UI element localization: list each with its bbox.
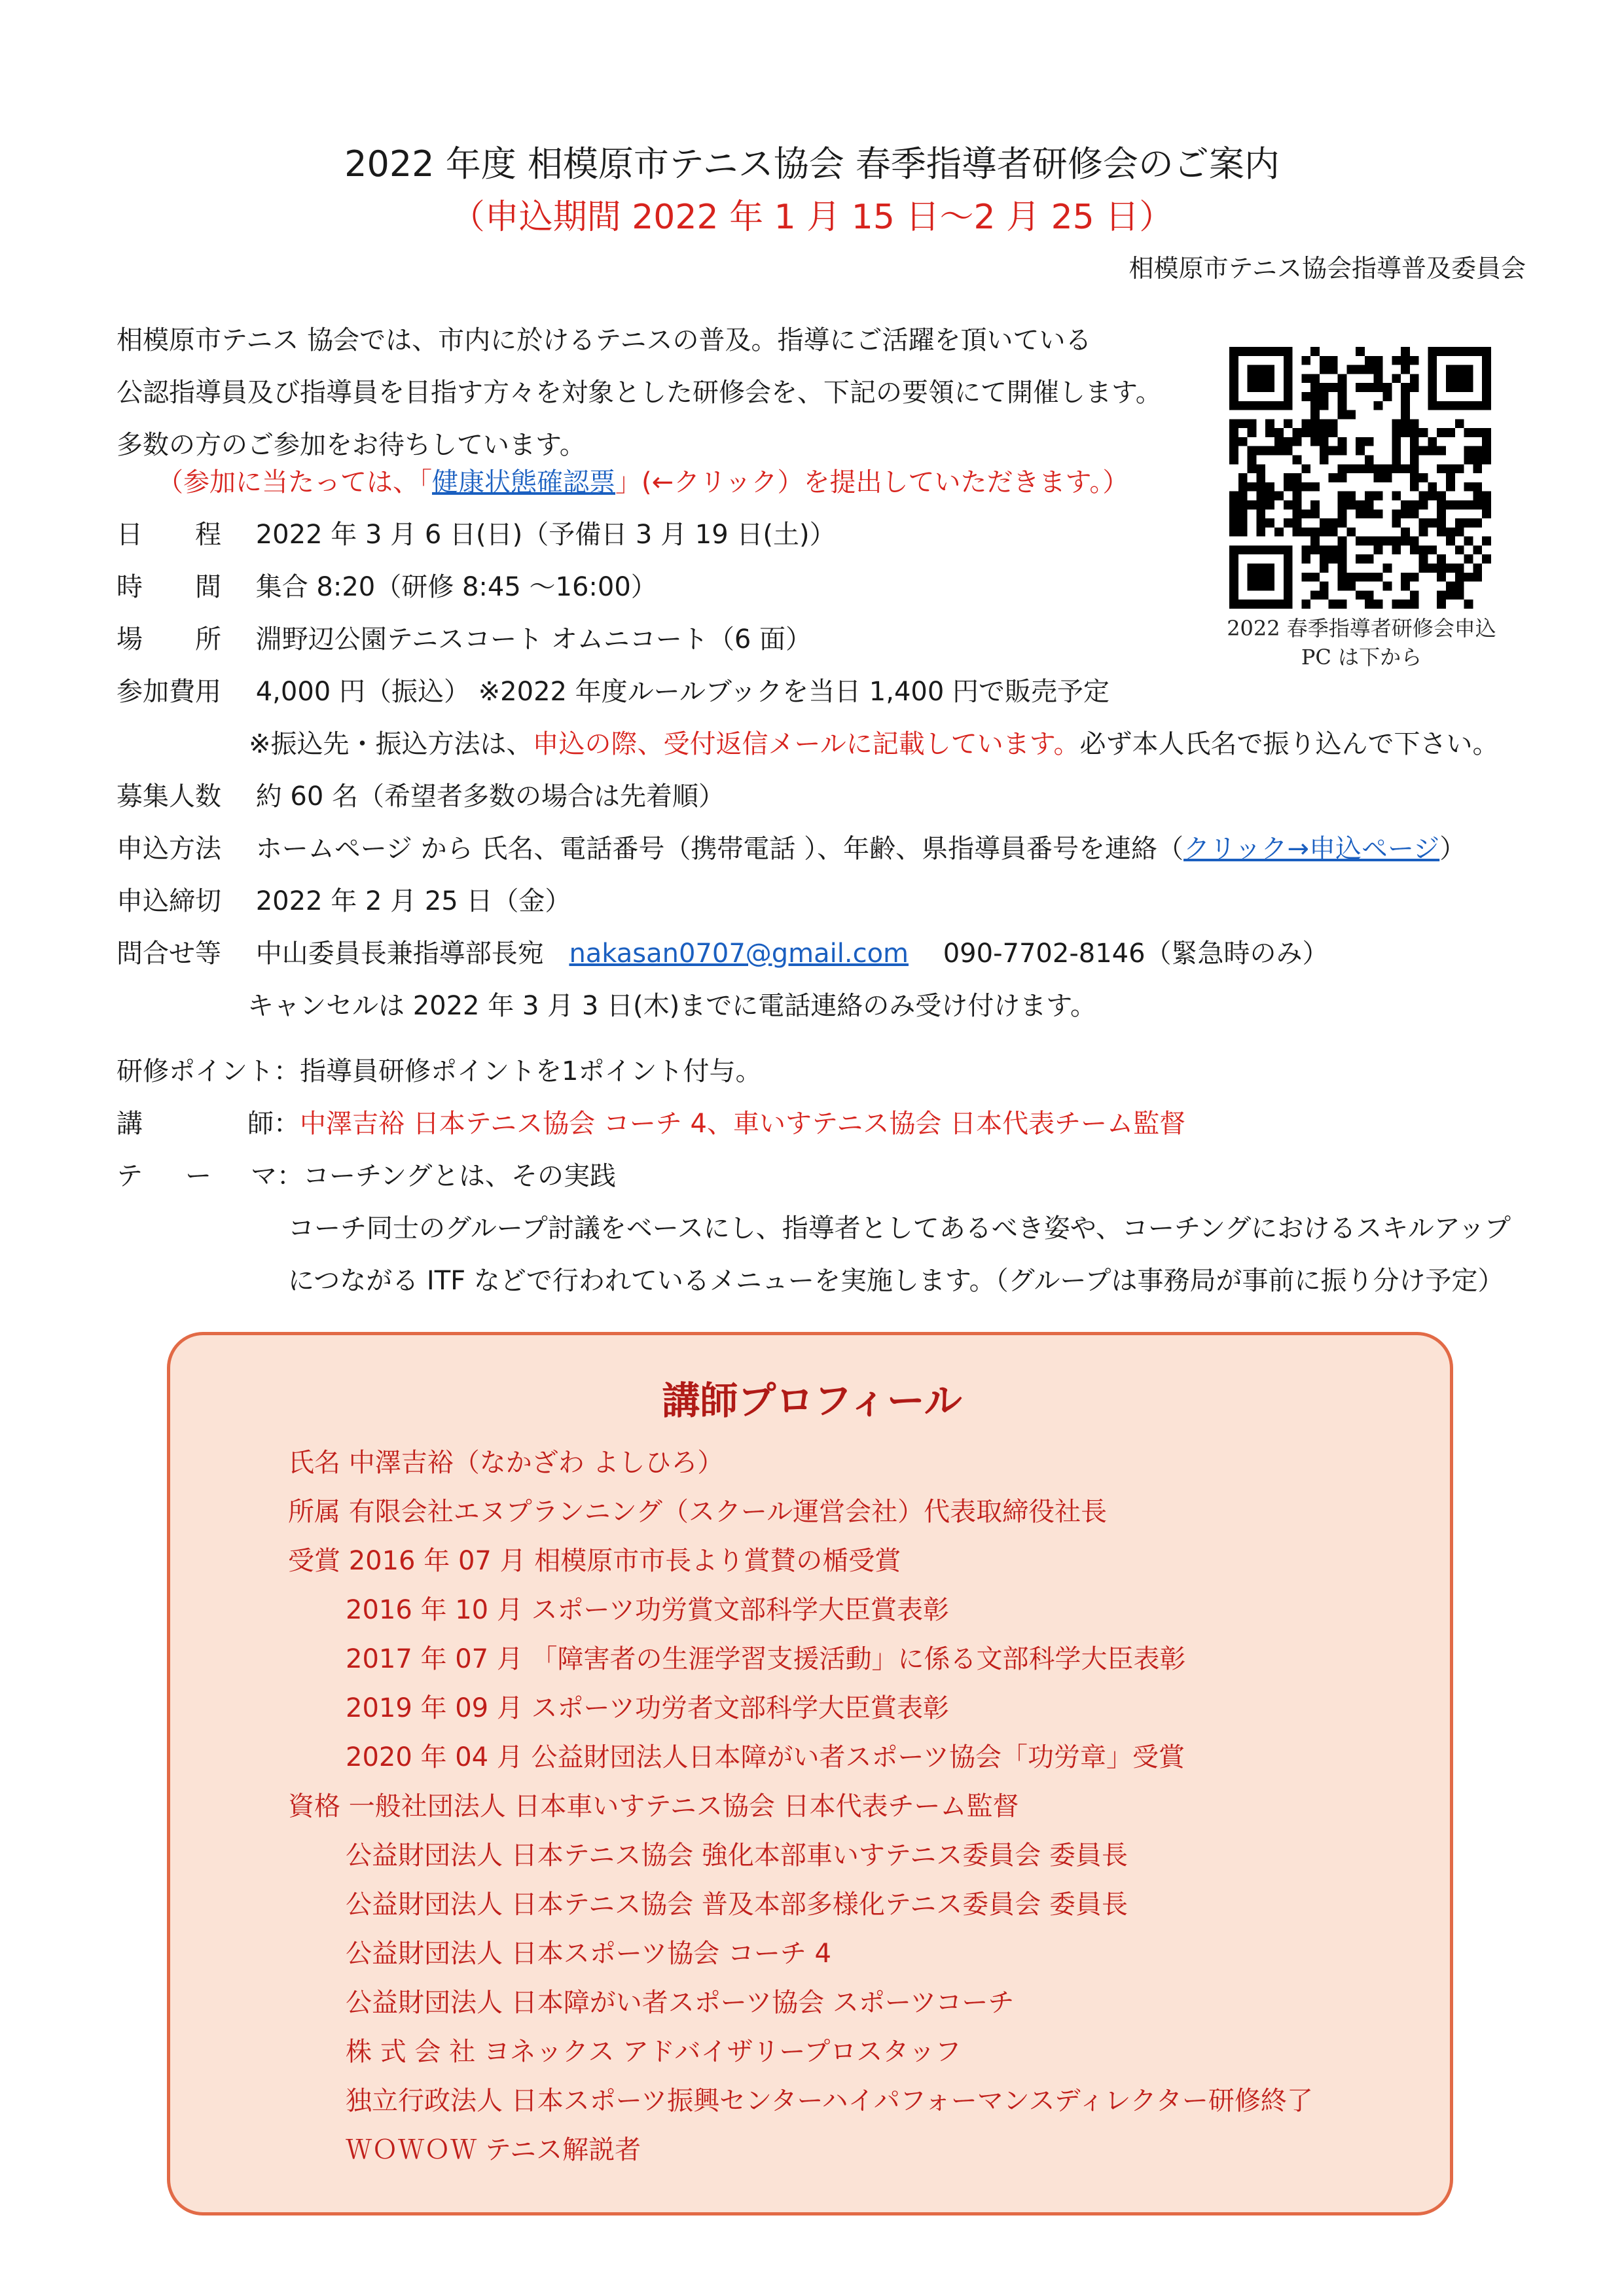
apply-row	[117, 833, 1466, 865]
deadline-row	[117, 885, 571, 918]
apply-suffix: ）	[1439, 834, 1466, 864]
qr-caption-line-1: 2022 春季指導者研修会申込	[1227, 616, 1496, 641]
lecturer-label-1: 講	[117, 1109, 143, 1139]
date-label-1: 日	[117, 520, 143, 550]
time-label-2: 間	[195, 572, 221, 602]
transfer-prefix: ※振込先・振込方法は、	[249, 729, 533, 759]
application-period: （申込期間 2022 年 1 月 15 日～2 月 25 日）	[450, 198, 1174, 237]
capacity-label: 募集人数	[117, 781, 221, 812]
place-value: 淵野辺公園テニスコート オムニコート（6 面）	[255, 624, 812, 655]
lecturer-label-2: 師：	[247, 1109, 300, 1139]
qualification-item: 公益財団法人 日本テニス協会 普及本部多様化テニス委員会 委員長	[346, 1890, 1128, 1920]
contact-email-link[interactable]: nakasan0707@gmail.com	[569, 939, 909, 969]
page-title: 2022 年度 相模原市テニス協会 春季指導者研修会のご案内	[344, 143, 1280, 185]
organizer: 相模原市テニス協会指導普及委員会	[1128, 254, 1526, 283]
qualification-item: 公益財団法人 日本障がい者スポーツ協会 スポーツコーチ	[346, 1988, 1015, 2018]
qualification-item: ＷＯＷＯＷ テニス解説者	[346, 2135, 641, 2165]
theme-value: コーチングとは、その実践	[303, 1161, 616, 1191]
place-label-1: 場	[117, 624, 143, 655]
fee-label: 参加費用	[117, 677, 221, 707]
deadline-value: 2022 年 2 月 25 日（金）	[255, 886, 571, 916]
contact-row	[117, 937, 1329, 970]
theme-label-1: テ	[117, 1161, 143, 1191]
lecturer-value: 中澤吉裕 日本テニス協会 コーチ 4、車いすテニス協会 日本代表チーム監督	[300, 1109, 1186, 1139]
profile-name: 氏名 中澤吉裕（なかざわ よしひろ）	[288, 1448, 724, 1478]
health-note	[157, 466, 1128, 499]
profile-affiliation: 所属 有限会社エヌプランニング（スクール運営会社）代表取締役社長	[288, 1497, 1108, 1527]
date-row	[117, 518, 836, 551]
apply-page-link[interactable]: クリック→申込ページ	[1183, 834, 1440, 864]
qualification-item: 株 式 会 社 ヨネックス アドバイザリープロスタッフ	[346, 2037, 962, 2067]
qualification-item: 公益財団法人 日本スポーツ協会 コーチ 4	[346, 1939, 831, 1969]
qr-caption	[1198, 614, 1525, 672]
time-value: 集合 8:20（研修 8:45 ～16:00）	[255, 572, 657, 602]
time-label-1: 時	[117, 572, 143, 602]
intro-line-2: 公認指導員及び指導員を目指す方々を対象とした研修会を、下記の要領にて開催します。	[117, 378, 1162, 408]
place-label-2: 所	[195, 624, 221, 655]
health-note-prefix: （参加に当たっては、「	[157, 467, 432, 497]
award-item: 2019 年 09 月 スポーツ功労者文部科学大臣賞表彰	[346, 1693, 949, 1723]
transfer-red: 申込の際、受付返信メールに記載しています。	[532, 729, 1080, 759]
fee-value: 4,000 円（振込） ※2022 年度ルールブックを当日 1,400 円で販売予定	[255, 677, 1110, 707]
lecturer-row	[117, 1107, 1185, 1140]
time-row	[117, 571, 657, 603]
award-item: 2020 年 04 月 公益財団法人日本障がい者スポーツ協会「功労章」受賞	[346, 1742, 1185, 1772]
training-points: 研修ポイント：指導員研修ポイントを1ポイント付与。	[117, 1056, 762, 1086]
contact-phone: 090-7702-8146（緊急時のみ）	[943, 939, 1329, 969]
qualification-item: 独立行政法人 日本スポーツ振興センターハイパフォーマンスディレクター研修終了	[346, 2086, 1313, 2116]
apply-label: 申込方法	[117, 834, 221, 864]
capacity-row	[117, 780, 725, 813]
theme-label-2: ー	[185, 1161, 211, 1191]
award-item: 2016 年 10 月 スポーツ功労賞文部科学大臣賞表彰	[346, 1595, 949, 1625]
place-row	[117, 623, 812, 656]
contact-label: 問合せ等	[117, 939, 221, 969]
theme-desc-1: コーチ同士のグループ討議をベースにし、指導者としてあるべき姿や、コーチングにおけるスキルアップ	[288, 1213, 1511, 1244]
qualification-item: 公益財団法人 日本テニス協会 強化本部車いすテニス委員会 委員長	[346, 1840, 1128, 1871]
qualification-item: 資格 一般社団法人 日本車いすテニス協会 日本代表チーム監督	[288, 1791, 1019, 1821]
profile-title: 講師プロフィール	[662, 1378, 962, 1423]
health-form-link[interactable]: 健康状態確認票	[432, 467, 615, 497]
theme-label-3: マ：	[251, 1161, 303, 1191]
transfer-suffix: 必ず本人氏名で振り込んで下さい。	[1079, 729, 1499, 759]
fee-row	[117, 675, 1110, 708]
deadline-label: 申込締切	[117, 886, 221, 916]
award-item: 2017 年 07 月 「障害者の生涯学習支援活動」に係る文部科学大臣表彰	[346, 1644, 1186, 1674]
application-qr-code[interactable]	[1229, 347, 1491, 609]
transfer-note	[249, 728, 1499, 761]
qr-caption-line-2: PC は下から	[1301, 645, 1422, 670]
capacity-value: 約 60 名（希望者多数の場合は先着順）	[255, 781, 725, 812]
date-label-2: 程	[195, 520, 221, 550]
contact-value: 中山委員長兼指導部長宛	[255, 939, 544, 969]
award-item: 受賞 2016 年 07 月 相模原市市長より賞賛の楯受賞	[288, 1546, 901, 1576]
cancel-note: キャンセルは 2022 年 3 月 3 日(木)までに電話連絡のみ受け付けます。	[247, 991, 1096, 1021]
theme-desc-2: につながる ITF などで行われているメニューを実施します。（グループは事務局が事前に振り分け予定）	[288, 1266, 1504, 1296]
theme-row	[117, 1160, 616, 1193]
health-note-suffix: 」(←クリック）を提出していただきます。）	[615, 467, 1129, 497]
intro-line-3: 多数の方のご参加をお待ちしています。	[117, 430, 586, 460]
intro-line-1: 相模原市テニス 協会では、市内に於けるテニスの普及。指導にご活躍を頂いている	[117, 325, 1092, 355]
apply-value: ホームページ から 氏名、電話番号（携帯電話 ）、年齢、県指導員番号を連絡（	[255, 834, 1184, 864]
date-value: 2022 年 3 月 6 日(日)（予備日 3 月 19 日(土)）	[255, 520, 836, 550]
